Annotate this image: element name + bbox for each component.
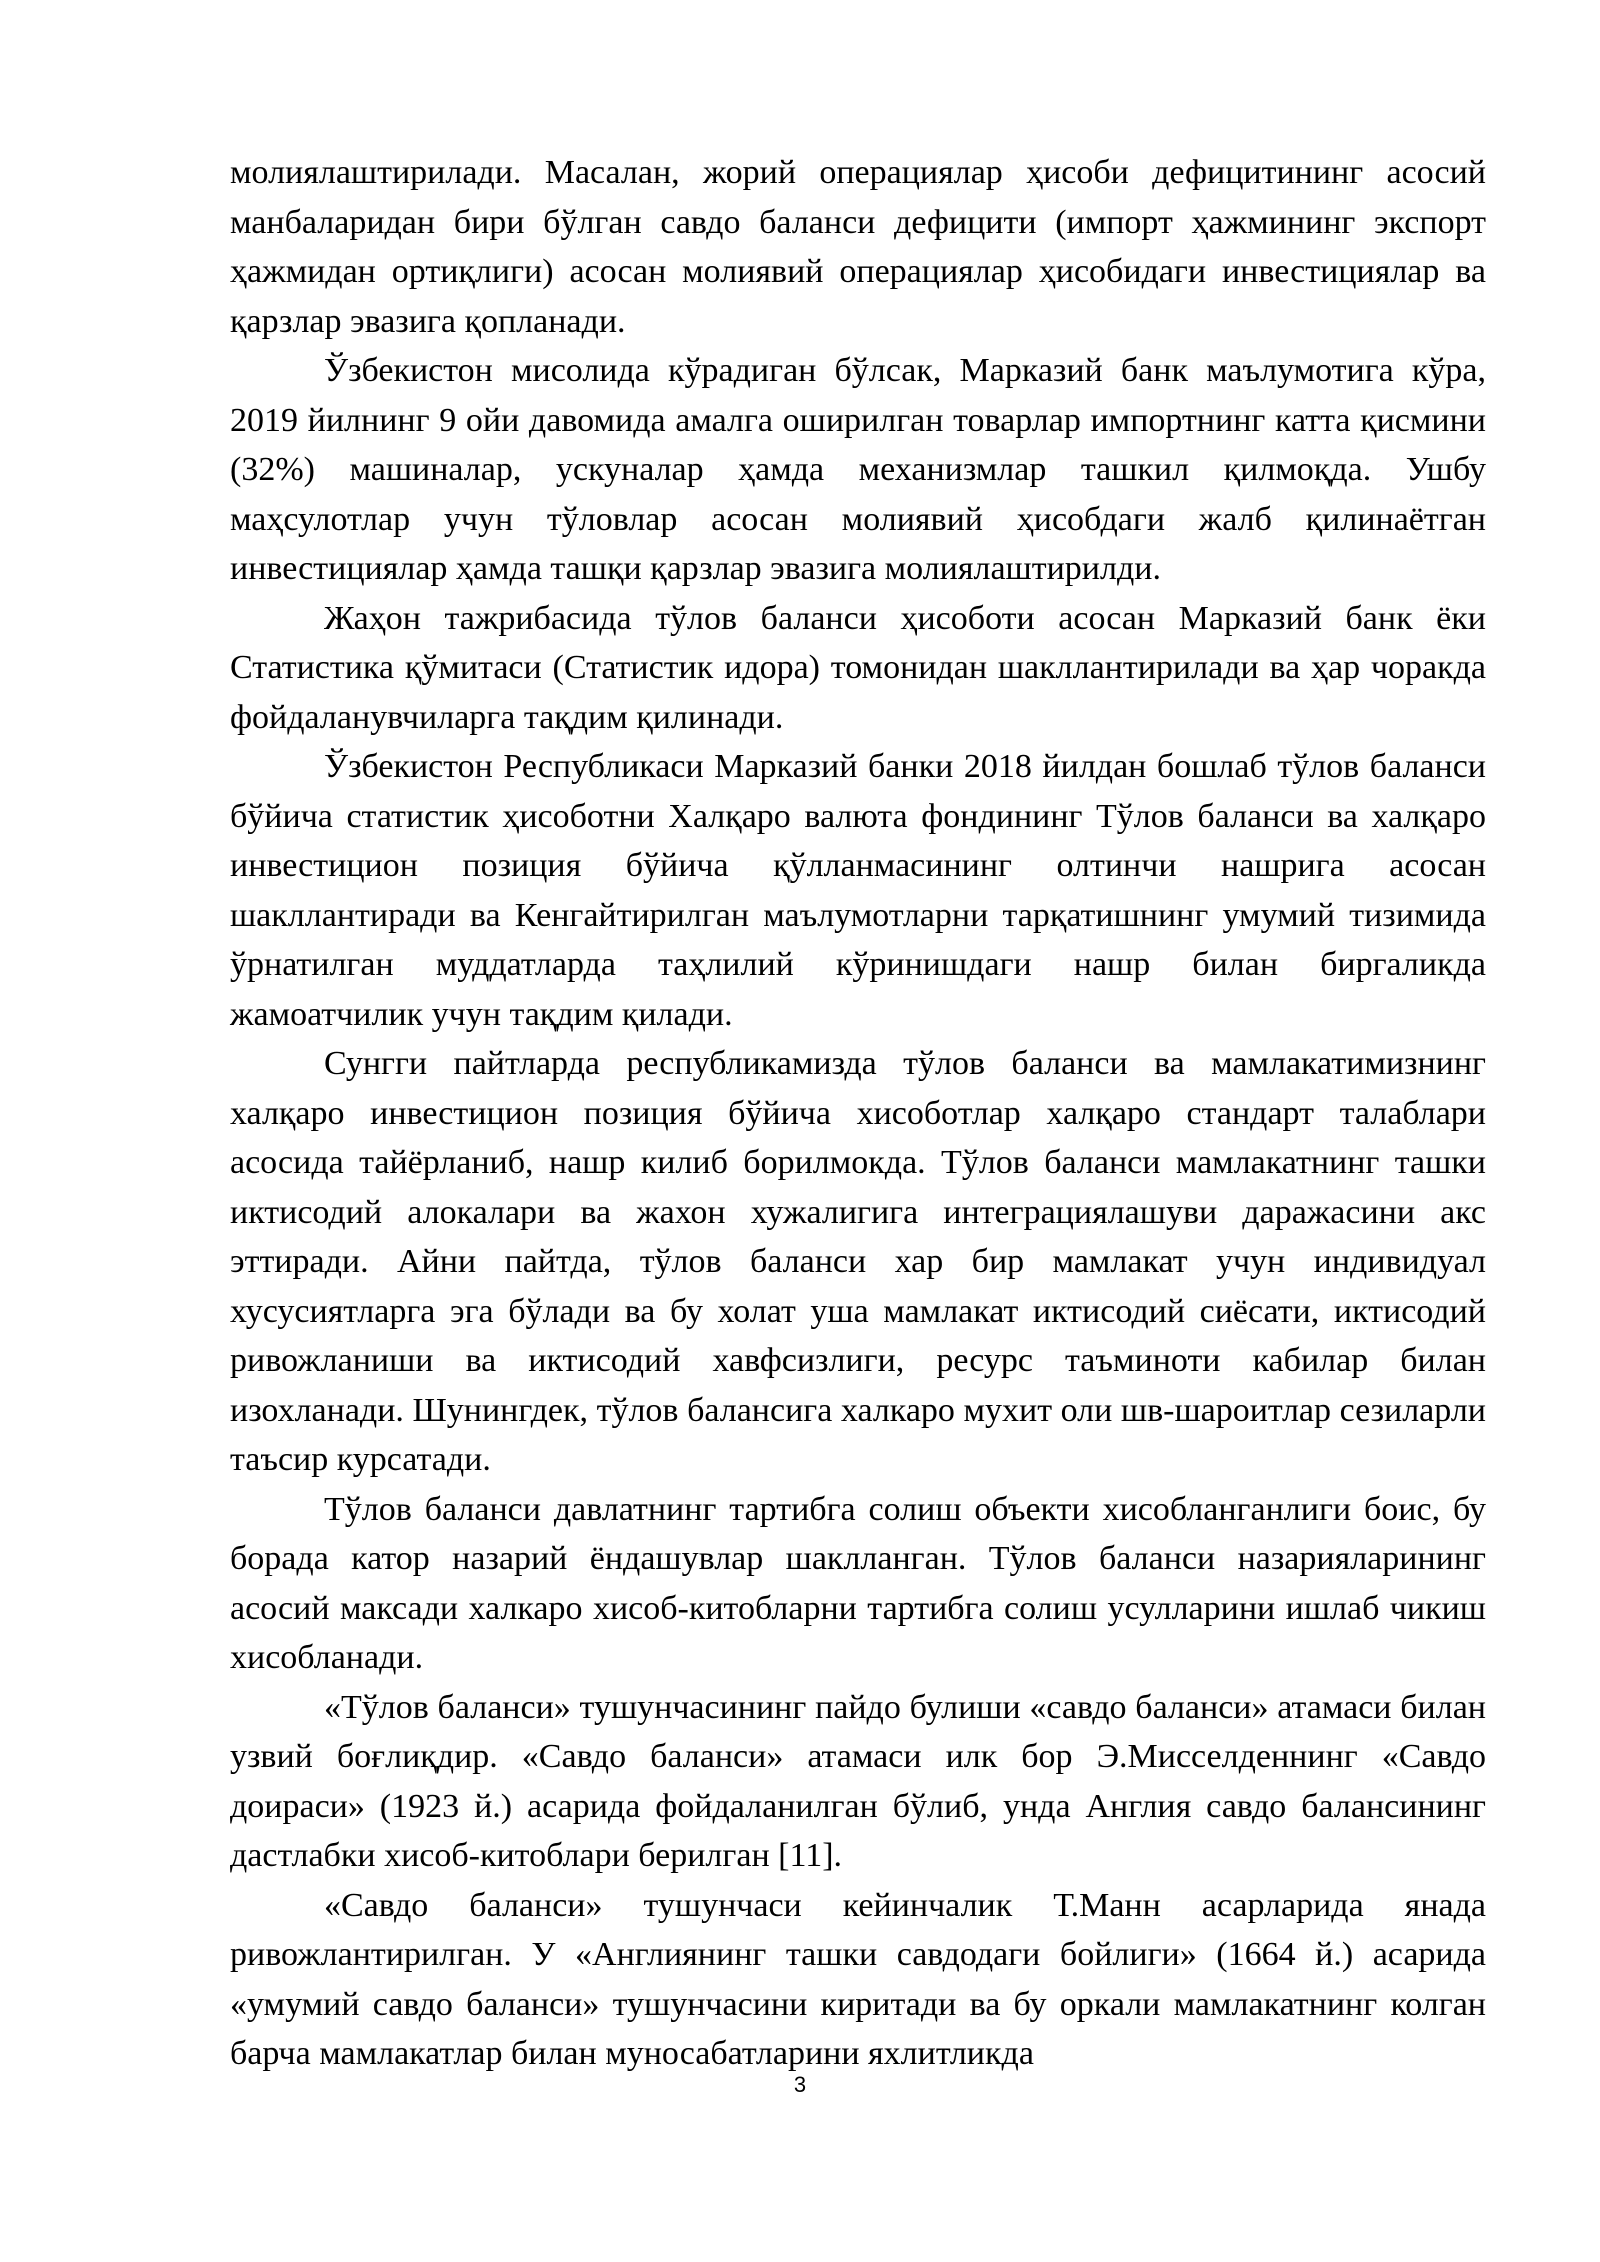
paragraph-2: Ўзбекистон мисолида кўрадиган бўлсак, Марказий банк маълумотига кўра, 2019 йилнинг 9 ойи давомида амалга оширилган товарлар импортнинг катта қисмини (32%) машиналар, ускуналар ҳамда механизмлар ташкил қилмоқда. Ушбу маҳсулотлар учун тўловлар асосан молиявий ҳисобдаги жалб қилинаётган инвестициялар ҳамда ташқи қарзлар эвазига молиялаштирилди. xyxy=(230,352,1486,587)
paragraph-8: «Савдо баланси» тушунчаси кейинчалик Т.Манн асарларида янада ривожлантирилган. У «Англиянинг ташки савдодаги бойлиги» (1664 й.) асарида «умумий савдо баланси» тушунчасини киритади ва бу оркали мамлакатнинг колган барча мамлакатлар билан муносабатларини яхлитликда xyxy=(230,1886,1486,2072)
paragraph-7: «Тўлов баланси» тушунчасининг пайдо булиши «савдо баланси» атамаси билан узвий боғлиқдир. «Савдо баланси» атамаси илк бор Э.Мисселденнинг «Савдо доираси» (1923 й.) асарида фойдаланилган бўлиб, унда Англия савдо балансининг дастлабки хисоб-китоблари берилган [11]. xyxy=(230,1688,1486,1874)
page-number: 3 xyxy=(793,2072,807,2097)
paragraph-5: Сунгги пайтларда республикамизда тўлов баланси ва мамлакатимизнинг халқаро инвестицион позиция бўйича хисоботлар халқаро стандарт талаблари асосида тайёрланиб, нашр килиб борилмокда. Тўлов баланси мамлакатнинг ташки иктисодий алокалари ва жахон хужалигига интеграциялашуви даражасини акс эттиради. Айни пайтда, тўлов баланси хар бир мамлакат учун индивидуал хусусиятларга эга бўлади ва бу холат уша мамлакат иктисодий сиёсати, иктисодий ривожланиши ва иктисодий хавфсизлиги, ресурс таъминоти кабилар билан изохланади. Шунингдек, тўлов балансига халкаро мухит оли шв-шароитлар сезиларли таъсир курсатади. xyxy=(230,1045,1486,1478)
paragraph-3: Жаҳон тажрибасида тўлов баланси ҳисоботи асосан Марказий банк ёки Статистика қўмитаси (Статистик идора) томонидан шакллантирилади ва ҳар чоракда фойдаланувчиларга тақдим қилинади. xyxy=(230,599,1486,736)
document-body xyxy=(230,148,1486,2079)
paragraph-6: Тўлов баланси давлатнинг тартибга солиш объекти хисобланганлиги боис, бу борада катор назарий ёндашувлар шаклланган. Тўлов баланси назарияларининг асосий максади халкаро хисоб-китобларни тартибга солиш усулларини ишлаб чикиш хисобланади. xyxy=(230,1490,1486,1676)
paragraph-1: молиялаштирилади. Масалан, жорий операциялар ҳисоби дефицитининг асосий манбаларидан бири бўлган савдо баланси дефицити (импорт ҳажмининг экспорт ҳажмидан ортиқлиги) асосан молиявий операциялар ҳисобидаги инвестициялар ва қарзлар эвазига қопланади. xyxy=(230,154,1486,340)
paragraph-4: Ўзбекистон Республикаси Марказий банки 2018 йилдан бошлаб тўлов баланси бўйича статистик ҳисоботни Халқаро валюта фондининг Тўлов баланси ва халқаро инвестицион позиция бўйича қўлланмасининг олтинчи нашрига асосан шакллантиради ва Кенгайтирилган маълумотларни тарқатишнинг умумий тизимида ўрнатилган муддатларда таҳлилий кўринишдаги нашр билан биргаликда жамоатчилик учун тақдим қилади. xyxy=(230,748,1486,1033)
